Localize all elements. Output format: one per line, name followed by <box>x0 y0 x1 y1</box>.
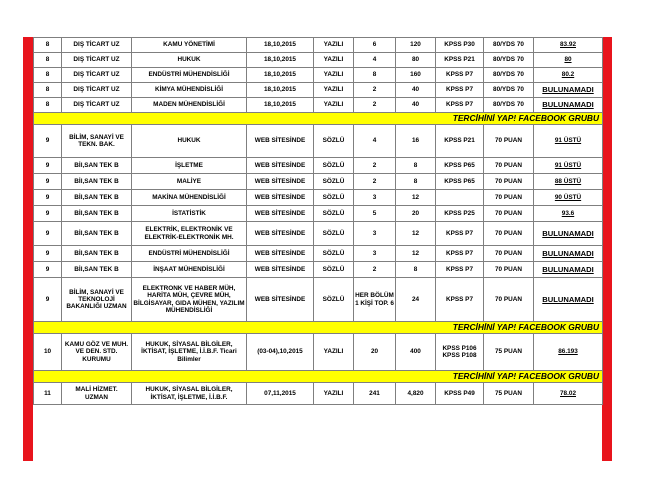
score-type-cell: KPSS P49 <box>436 383 484 405</box>
row-number-cell: 9 <box>34 222 62 246</box>
base-score-cell: 80/YDS 70 <box>484 68 534 83</box>
base-score-cell: 70 PUAN <box>484 174 534 190</box>
candidate-count-cell: 16 <box>396 125 436 158</box>
base-score-cell: 80/YDS 70 <box>484 83 534 98</box>
score-type-cell: KPSS P7 <box>436 262 484 278</box>
exam-date-cell: WEB SİTESİNDE <box>247 246 314 262</box>
exam-type-cell: SÖZLÜ <box>314 206 354 222</box>
quota-cell: 3 <box>354 222 396 246</box>
exam-date-cell: WEB SİTESİNDE <box>247 174 314 190</box>
table-row <box>34 68 603 83</box>
facebook-group-banner <box>34 371 603 383</box>
department-cell: KİMYA MÜHENDİSLİĞİ <box>132 83 247 98</box>
table-row <box>34 83 603 98</box>
exam-date-cell: 18,10,2015 <box>247 68 314 83</box>
lowest-score-cell: BULUNAMADI <box>534 262 603 278</box>
institution-cell: Bİl,SAN TEK B <box>62 174 132 190</box>
row-number-cell: 9 <box>34 125 62 158</box>
exam-date-cell: WEB SİTESİNDE <box>247 206 314 222</box>
quota-cell: 241 <box>354 383 396 405</box>
row-number-cell: 10 <box>34 334 62 371</box>
score-type-cell: KPSS P21 <box>436 125 484 158</box>
institution-cell: BİLİM, SANAYİ VE TEKNOLOJİ BAKANLIĞI UZMAN <box>62 278 132 322</box>
base-score-cell: 80/YDS 70 <box>484 98 534 113</box>
row-number-cell: 8 <box>34 98 62 113</box>
lowest-score-cell: 78.02 <box>534 383 603 405</box>
institution-cell: DIŞ TİCART UZ <box>62 38 132 53</box>
lowest-score-cell: BULUNAMADI <box>534 278 603 322</box>
institution-cell: Bİl,SAN TEK B <box>62 158 132 174</box>
table-row <box>34 174 603 190</box>
table-row <box>34 38 603 53</box>
lowest-score-cell: 80 <box>534 53 603 68</box>
candidate-count-cell: 120 <box>396 38 436 53</box>
row-number-cell: 8 <box>34 38 62 53</box>
table-row <box>34 125 603 158</box>
row-number-cell: 9 <box>34 158 62 174</box>
banner-text: TERCİHİNİ YAP! FACEBOOK GRUBU <box>34 113 603 125</box>
base-score-cell: 70 PUAN <box>484 190 534 206</box>
quota-cell: 2 <box>354 158 396 174</box>
table-row <box>34 98 603 113</box>
base-score-cell: 70 PUAN <box>484 222 534 246</box>
score-type-cell: KPSS P21 <box>436 53 484 68</box>
exam-results-table <box>33 37 603 405</box>
facebook-group-banner <box>34 113 603 125</box>
exam-date-cell: 07,11,2015 <box>247 383 314 405</box>
quota-cell: HER BÖLÜM 1 KİŞİ TOP. 6 <box>354 278 396 322</box>
base-score-cell: 70 PUAN <box>484 278 534 322</box>
department-cell: MAKİNA MÜHENDİSLİĞİ <box>132 190 247 206</box>
row-number-cell: 9 <box>34 190 62 206</box>
table-row <box>34 334 603 371</box>
lowest-score-cell: BULUNAMADI <box>534 83 603 98</box>
right-red-stripe <box>602 37 612 461</box>
score-type-cell: KPSS P106 KPSS P108 <box>436 334 484 371</box>
department-cell: İSTATİSTİK <box>132 206 247 222</box>
exam-date-cell: WEB SİTESİNDE <box>247 222 314 246</box>
quota-cell: 2 <box>354 98 396 113</box>
score-type-cell <box>436 190 484 206</box>
exam-type-cell: YAZILI <box>314 98 354 113</box>
institution-cell: Bİl,SAN TEK B <box>62 262 132 278</box>
row-number-cell: 8 <box>34 83 62 98</box>
candidate-count-cell: 40 <box>396 98 436 113</box>
exam-date-cell: (03-04),10,2015 <box>247 334 314 371</box>
department-cell: İŞLETME <box>132 158 247 174</box>
table-row <box>34 246 603 262</box>
quota-cell: 6 <box>354 38 396 53</box>
exam-date-cell: WEB SİTESİNDE <box>247 190 314 206</box>
table-row <box>34 383 603 405</box>
candidate-count-cell: 400 <box>396 334 436 371</box>
base-score-cell: 75 PUAN <box>484 383 534 405</box>
exam-type-cell: SÖZLÜ <box>314 222 354 246</box>
quota-cell: 20 <box>354 334 396 371</box>
base-score-cell: 70 PUAN <box>484 206 534 222</box>
table-row <box>34 53 603 68</box>
score-type-cell: KPSS P25 <box>436 206 484 222</box>
exam-type-cell: YAZILI <box>314 53 354 68</box>
banner-text: TERCİHİNİ YAP! FACEBOOK GRUBU <box>34 322 603 334</box>
department-cell: HUKUK <box>132 125 247 158</box>
row-number-cell: 9 <box>34 206 62 222</box>
lowest-score-cell: 80.2 <box>534 68 603 83</box>
exam-type-cell: SÖZLÜ <box>314 246 354 262</box>
candidate-count-cell: 40 <box>396 83 436 98</box>
exam-type-cell: SÖZLÜ <box>314 125 354 158</box>
base-score-cell: 70 PUAN <box>484 246 534 262</box>
lowest-score-cell: 83.92 <box>534 38 603 53</box>
candidate-count-cell: 12 <box>396 246 436 262</box>
banner-text: TERCİHİNİ YAP! FACEBOOK GRUBU <box>34 371 603 383</box>
quota-cell: 4 <box>354 53 396 68</box>
exam-type-cell: YAZILI <box>314 68 354 83</box>
lowest-score-cell: 91 ÜSTÜ <box>534 158 603 174</box>
candidate-count-cell: 8 <box>396 174 436 190</box>
base-score-cell: 80/YDS 70 <box>484 53 534 68</box>
exam-type-cell: SÖZLÜ <box>314 158 354 174</box>
exam-date-cell: WEB SİTESİNDE <box>247 158 314 174</box>
candidate-count-cell: 12 <box>396 190 436 206</box>
lowest-score-cell: BULUNAMADI <box>534 246 603 262</box>
institution-cell: Bİl,SAN TEK B <box>62 246 132 262</box>
row-number-cell: 9 <box>34 278 62 322</box>
quota-cell: 2 <box>354 174 396 190</box>
candidate-count-cell: 4,820 <box>396 383 436 405</box>
institution-cell: Bİl,SAN TEK B <box>62 206 132 222</box>
base-score-cell: 75 PUAN <box>484 334 534 371</box>
candidate-count-cell: 8 <box>396 158 436 174</box>
score-type-cell: KPSS P65 <box>436 174 484 190</box>
exam-type-cell: YAZILI <box>314 334 354 371</box>
institution-cell: DIŞ TİCART UZ <box>62 83 132 98</box>
table-row <box>34 278 603 322</box>
lowest-score-cell: BULUNAMADI <box>534 222 603 246</box>
table-row <box>34 222 603 246</box>
base-score-cell: 80/YDS 70 <box>484 38 534 53</box>
exam-date-cell: WEB SİTESİNDE <box>247 278 314 322</box>
row-number-cell: 8 <box>34 53 62 68</box>
row-number-cell: 9 <box>34 246 62 262</box>
score-type-cell: KPSS P7 <box>436 68 484 83</box>
institution-cell: DIŞ TİCART UZ <box>62 53 132 68</box>
candidate-count-cell: 20 <box>396 206 436 222</box>
quota-cell: 3 <box>354 246 396 262</box>
base-score-cell: 70 PUAN <box>484 158 534 174</box>
institution-cell: Bİl,SAN TEK B <box>62 190 132 206</box>
exam-date-cell: 18,10,2015 <box>247 83 314 98</box>
lowest-score-cell: 90 ÜSTÜ <box>534 190 603 206</box>
row-number-cell: 9 <box>34 174 62 190</box>
institution-cell: MALİ HİZMET. UZMAN <box>62 383 132 405</box>
base-score-cell: 70 PUAN <box>484 262 534 278</box>
lowest-score-cell: 88 ÜSTÜ <box>534 174 603 190</box>
department-cell: HUKUK <box>132 53 247 68</box>
exam-type-cell: YAZILI <box>314 383 354 405</box>
row-number-cell: 11 <box>34 383 62 405</box>
quota-cell: 5 <box>354 206 396 222</box>
exam-type-cell: SÖZLÜ <box>314 278 354 322</box>
lowest-score-cell: 86.193 <box>534 334 603 371</box>
institution-cell: DIŞ TİCART UZ <box>62 98 132 113</box>
department-cell: ELEKTRONK VE HABER MÜH, HARİTA MÜH, ÇEVRE MÜH, BİLGİSAYAR, GIDA MÜHEN, YAZILIM MÜHENDİSLİĞİ <box>132 278 247 322</box>
department-cell: İNŞAAT MÜHENDİSLİĞİ <box>132 262 247 278</box>
department-cell: MALİYE <box>132 174 247 190</box>
score-type-cell: KPSS P7 <box>436 246 484 262</box>
exam-type-cell: SÖZLÜ <box>314 262 354 278</box>
facebook-group-banner <box>34 322 603 334</box>
exam-type-cell: YAZILI <box>314 38 354 53</box>
exam-type-cell: SÖZLÜ <box>314 190 354 206</box>
exam-date-cell: 18,10,2015 <box>247 53 314 68</box>
lowest-score-cell: 91 ÜSTÜ <box>534 125 603 158</box>
table-row <box>34 190 603 206</box>
score-type-cell: KPSS P7 <box>436 222 484 246</box>
institution-cell: DIŞ TİCART UZ <box>62 68 132 83</box>
institution-cell: KAMU GÖZ VE MUH. VE DEN. STD. KURUMU <box>62 334 132 371</box>
exam-type-cell: SÖZLÜ <box>314 174 354 190</box>
institution-cell: BİLİM, SANAYİ VE TEKN. BAK. <box>62 125 132 158</box>
score-type-cell: KPSS P7 <box>436 278 484 322</box>
candidate-count-cell: 160 <box>396 68 436 83</box>
quota-cell: 8 <box>354 68 396 83</box>
exam-date-cell: 18,10,2015 <box>247 38 314 53</box>
score-type-cell: KPSS P65 <box>436 158 484 174</box>
row-number-cell: 9 <box>34 262 62 278</box>
institution-cell: Bİl,SAN TEK B <box>62 222 132 246</box>
score-type-cell: KPSS P7 <box>436 98 484 113</box>
quota-cell: 2 <box>354 83 396 98</box>
department-cell: HUKUK, SİYASAL BİLGİLER, İKTİSAT, İŞLETME, İ.İ.B.F. Ticari Bilimler <box>132 334 247 371</box>
candidate-count-cell: 24 <box>396 278 436 322</box>
lowest-score-cell: 93.6 <box>534 206 603 222</box>
candidate-count-cell: 8 <box>396 262 436 278</box>
exam-date-cell: WEB SİTESİNDE <box>247 262 314 278</box>
department-cell: ENDÜSTRİ MÜHENDİSLİĞİ <box>132 68 247 83</box>
department-cell: KAMU YÖNETİMİ <box>132 38 247 53</box>
department-cell: ENDÜSTRİ MÜHENDİSLİĞİ <box>132 246 247 262</box>
table-row <box>34 262 603 278</box>
table-row <box>34 158 603 174</box>
quota-cell: 4 <box>354 125 396 158</box>
row-number-cell: 8 <box>34 68 62 83</box>
department-cell: MADEN MÜHENDİSLİĞİ <box>132 98 247 113</box>
lowest-score-cell: BULUNAMADI <box>534 98 603 113</box>
department-cell: HUKUK, SİYASAL BİLGİLER, İKTİSAT, İŞLETME, İ.İ.B.F. <box>132 383 247 405</box>
candidate-count-cell: 12 <box>396 222 436 246</box>
department-cell: ELEKTRİK, ELEKTRONİK VE ELEKTRİK-ELEKTRONİK MH. <box>132 222 247 246</box>
left-red-stripe <box>23 37 33 461</box>
exam-type-cell: YAZILI <box>314 83 354 98</box>
table-row <box>34 206 603 222</box>
score-type-cell: KPSS P7 <box>436 83 484 98</box>
quota-cell: 3 <box>354 190 396 206</box>
exam-date-cell: WEB SİTESİNDE <box>247 125 314 158</box>
quota-cell: 2 <box>354 262 396 278</box>
base-score-cell: 70 PUAN <box>484 125 534 158</box>
candidate-count-cell: 80 <box>396 53 436 68</box>
score-type-cell: KPSS P30 <box>436 38 484 53</box>
exam-date-cell: 18,10,2015 <box>247 98 314 113</box>
